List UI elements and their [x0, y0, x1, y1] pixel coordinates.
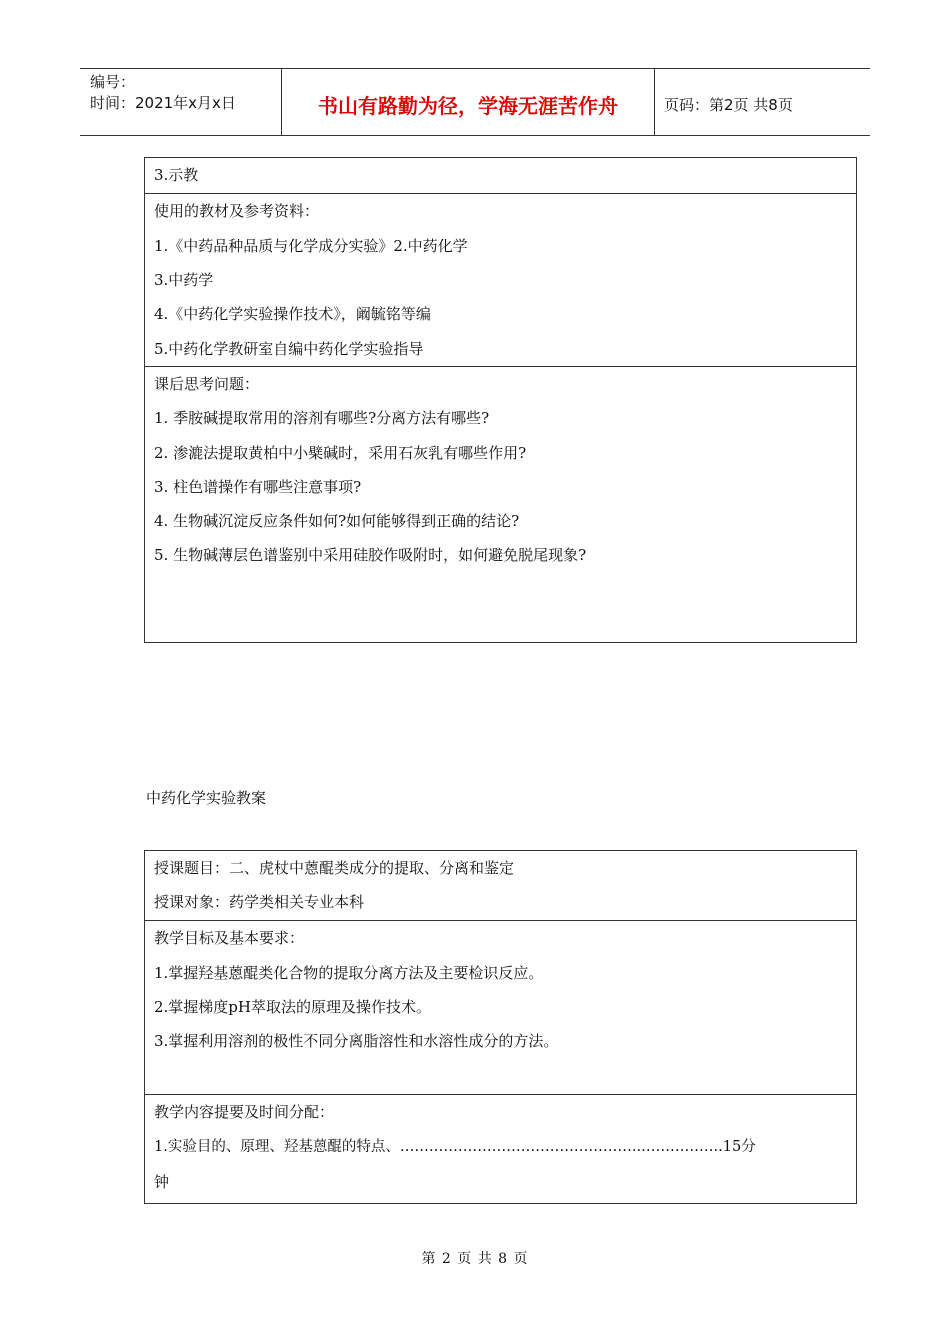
header-motto: 书山有路勤为径，学海无涯苦作舟: [318, 94, 618, 118]
materials-section: [144, 193, 857, 367]
header-bottom-rule: [80, 135, 870, 136]
header-top-rule: [80, 68, 870, 69]
lesson-audience: 授课对象：药学类相关专业本科: [154, 893, 365, 911]
question-item: 1. 季胺碱提取常用的溶剂有哪些?分离方法有哪些?: [154, 409, 490, 427]
questions-title: 课后思考问题：: [154, 375, 260, 393]
questions-section: [144, 366, 857, 643]
objective-item: 3.掌握利用溶剂的极性不同分离脂溶性和水溶性成分的方法。: [154, 1032, 559, 1050]
section-title: 中药化学实验教案: [146, 789, 267, 807]
lesson-info-section: [144, 850, 857, 921]
content-title: 教学内容提要及时间分配：: [154, 1103, 335, 1121]
content-section: [144, 1094, 857, 1204]
demo-row: [144, 157, 857, 194]
objective-item: 2.掌握梯度pH萃取法的原理及操作技术。: [154, 998, 431, 1016]
objectives-title: 教学目标及基本要求：: [154, 929, 305, 947]
materials-item: 4.《中药化学实验操作技术》，阚毓铭等编: [154, 305, 431, 323]
page-footer: 第 2 页 共 8 页: [421, 1251, 529, 1267]
header-page-info: 页码：第2页 共8页: [664, 96, 793, 114]
materials-title: 使用的教材及参考资料：: [154, 202, 320, 220]
document-date: 时间：2021年x月x日: [90, 94, 236, 112]
lesson-topic: 授课题目：二、虎杖中蒽醌类成分的提取、分离和鉴定: [154, 859, 515, 877]
content-item: 1.实验目的、原理、羟基蒽醌的特点、…………………………………………..……………..15分: [154, 1139, 756, 1155]
materials-item: 5.中药化学教研室自编中药化学实验指导: [154, 340, 424, 358]
document-number-label: 编号：: [90, 73, 136, 91]
demo-item: 3.示教: [154, 166, 199, 184]
objective-item: 1.掌握羟基蒽醌类化合物的提取分离方法及主要检识反应。: [154, 964, 544, 982]
materials-item: 1.《中药品种品质与化学成分实验》2.中药化学: [154, 237, 468, 255]
content-item-continued: 钟: [154, 1173, 170, 1191]
question-item: 4. 生物碱沉淀反应条件如何?如何能够得到正确的结论?: [154, 512, 520, 530]
question-item: 3. 柱色谱操作有哪些注意事项?: [154, 478, 362, 496]
objectives-section: [144, 920, 857, 1095]
question-item: 2. 渗漉法提取黄柏中小檗碱时，采用石灰乳有哪些作用?: [154, 444, 527, 462]
header-divider-right: [654, 68, 655, 136]
materials-item: 3.中药学: [154, 271, 214, 289]
question-item: 5. 生物碱薄层色谱鉴别中采用硅胶作吸附时，如何避免脱尾现象?: [154, 546, 587, 564]
